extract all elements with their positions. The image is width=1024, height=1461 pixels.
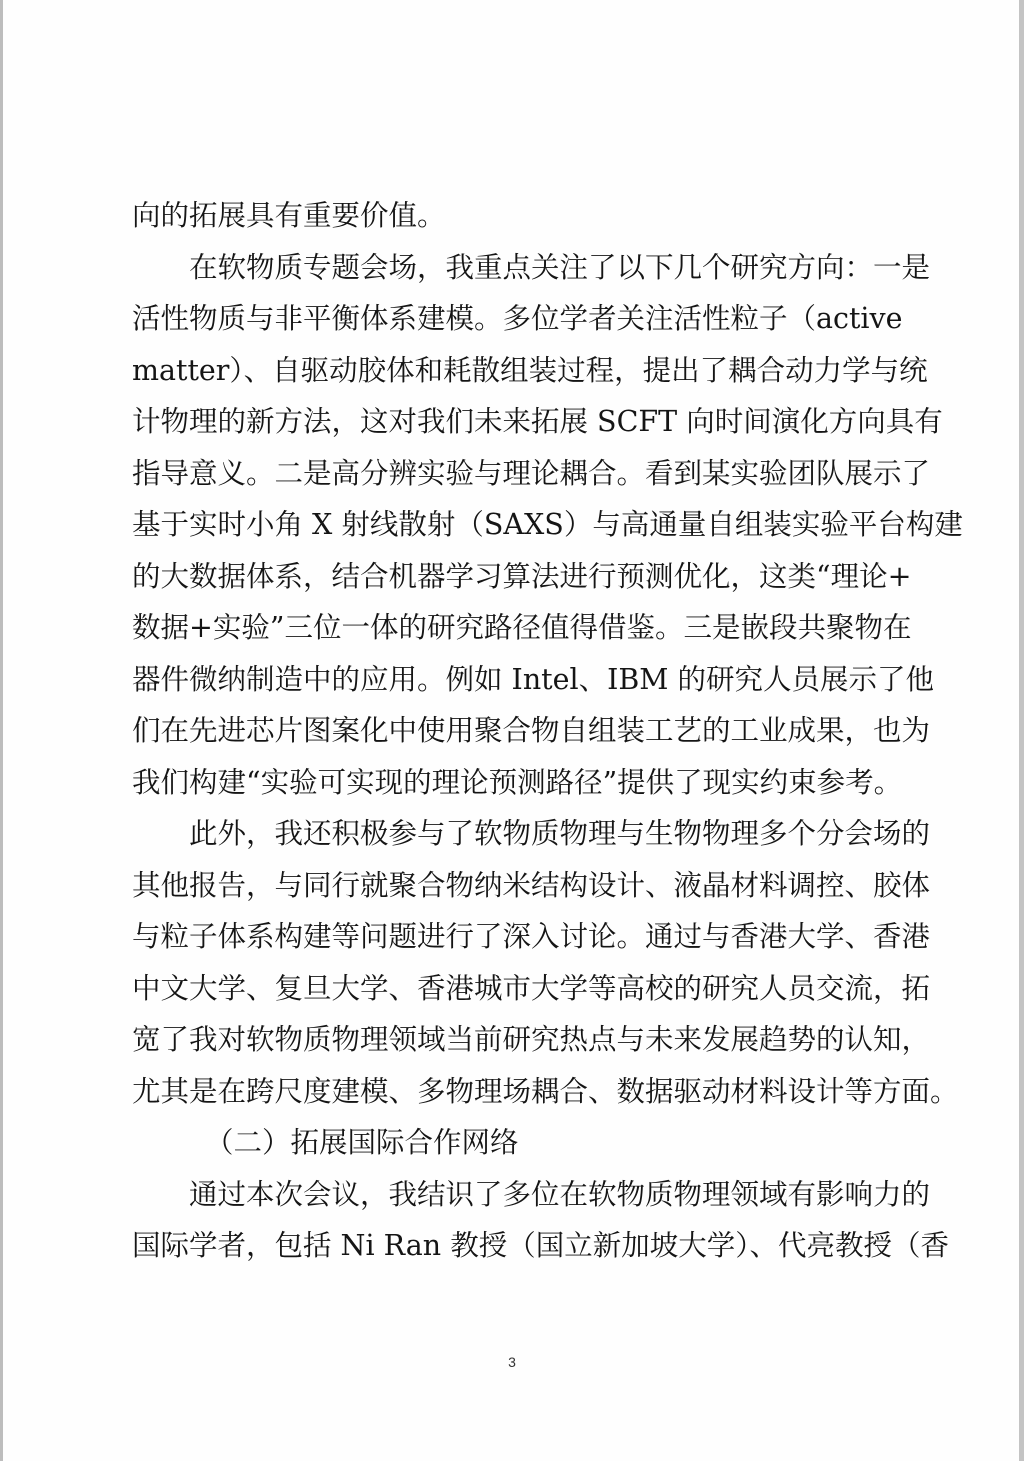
- scan-edge-right: [1019, 0, 1024, 1461]
- text-line: 指导意义。二是高分辨实验与理论耦合。看到某实验团队展示了: [132, 456, 931, 490]
- text-line: 通过本次会议，我结识了多位在软物质物理领域有影响力的: [189, 1177, 931, 1211]
- section-heading: （二）拓展国际合作网络: [205, 1126, 519, 1159]
- text-line: 中文大学、复旦大学、香港城市大学等高校的研究人员交流，拓: [132, 971, 931, 1005]
- text-line: 器件微纳制造中的应用。例如 Intel、IBM 的研究人员展示了他: [132, 662, 935, 696]
- text-line: 尤其是在跨尺度建模、多物理场耦合、数据驱动材料设计等方面。: [132, 1074, 959, 1108]
- text-line: 国际学者，包括 Ni Ran 教授（国立新加坡大学）、代亮教授（香: [132, 1229, 949, 1262]
- text-line: 基于实时小角 X 射线散射（SAXS）与高通量自组装实验平台构建: [132, 508, 963, 541]
- text-line: 们在先进芯片图案化中使用聚合物自组装工艺的工业成果，也为: [132, 714, 931, 747]
- text-line: 与粒子体系构建等问题进行了深入讨论。通过与香港大学、香港: [132, 920, 931, 953]
- paragraph-other-sessions: [132, 808, 959, 1117]
- text-line: 活性物质与非平衡体系建模。多位学者关注活性粒子（active: [132, 302, 903, 335]
- document-body: [132, 190, 963, 1272]
- text-line: 宽了我对软物质物理领域当前研究热点与未来发展趋势的认知，: [132, 1023, 931, 1056]
- paragraph-soft-matter-session: [132, 242, 963, 809]
- text-line: 此外，我还积极参与了软物质物理与生物物理多个分会场的: [189, 817, 931, 850]
- paragraph-continuation: [132, 190, 898, 242]
- page-number: 3: [508, 1354, 516, 1370]
- text-line: 在软物质专题会场，我重点关注了以下几个研究方向：一是: [189, 250, 931, 284]
- paragraph-international-network: [132, 1169, 949, 1272]
- text-line: matter）、自驱动胶体和耗散组装过程，提出了耦合动力学与统: [132, 353, 928, 387]
- text-line: 我们构建“实验可实现的理论预测路径”提供了现实约束参考。: [132, 765, 903, 799]
- text-line: 计物理的新方法，这对我们未来拓展 SCFT 向时间演化方向具有: [132, 405, 943, 438]
- text-line: 其他报告，与同行就聚合物纳米结构设计、液晶材料调控、胶体: [132, 868, 931, 902]
- text-line: 数据+实验”三位一体的研究路径值得借鉴。三是嵌段共聚物在: [132, 611, 912, 644]
- scan-edge-left: [0, 0, 3, 1461]
- text-line: 向的拓展具有重要价值。: [132, 199, 446, 232]
- text-line: 的大数据体系，结合机器学习算法进行预测优化，这类“理论+: [132, 559, 912, 593]
